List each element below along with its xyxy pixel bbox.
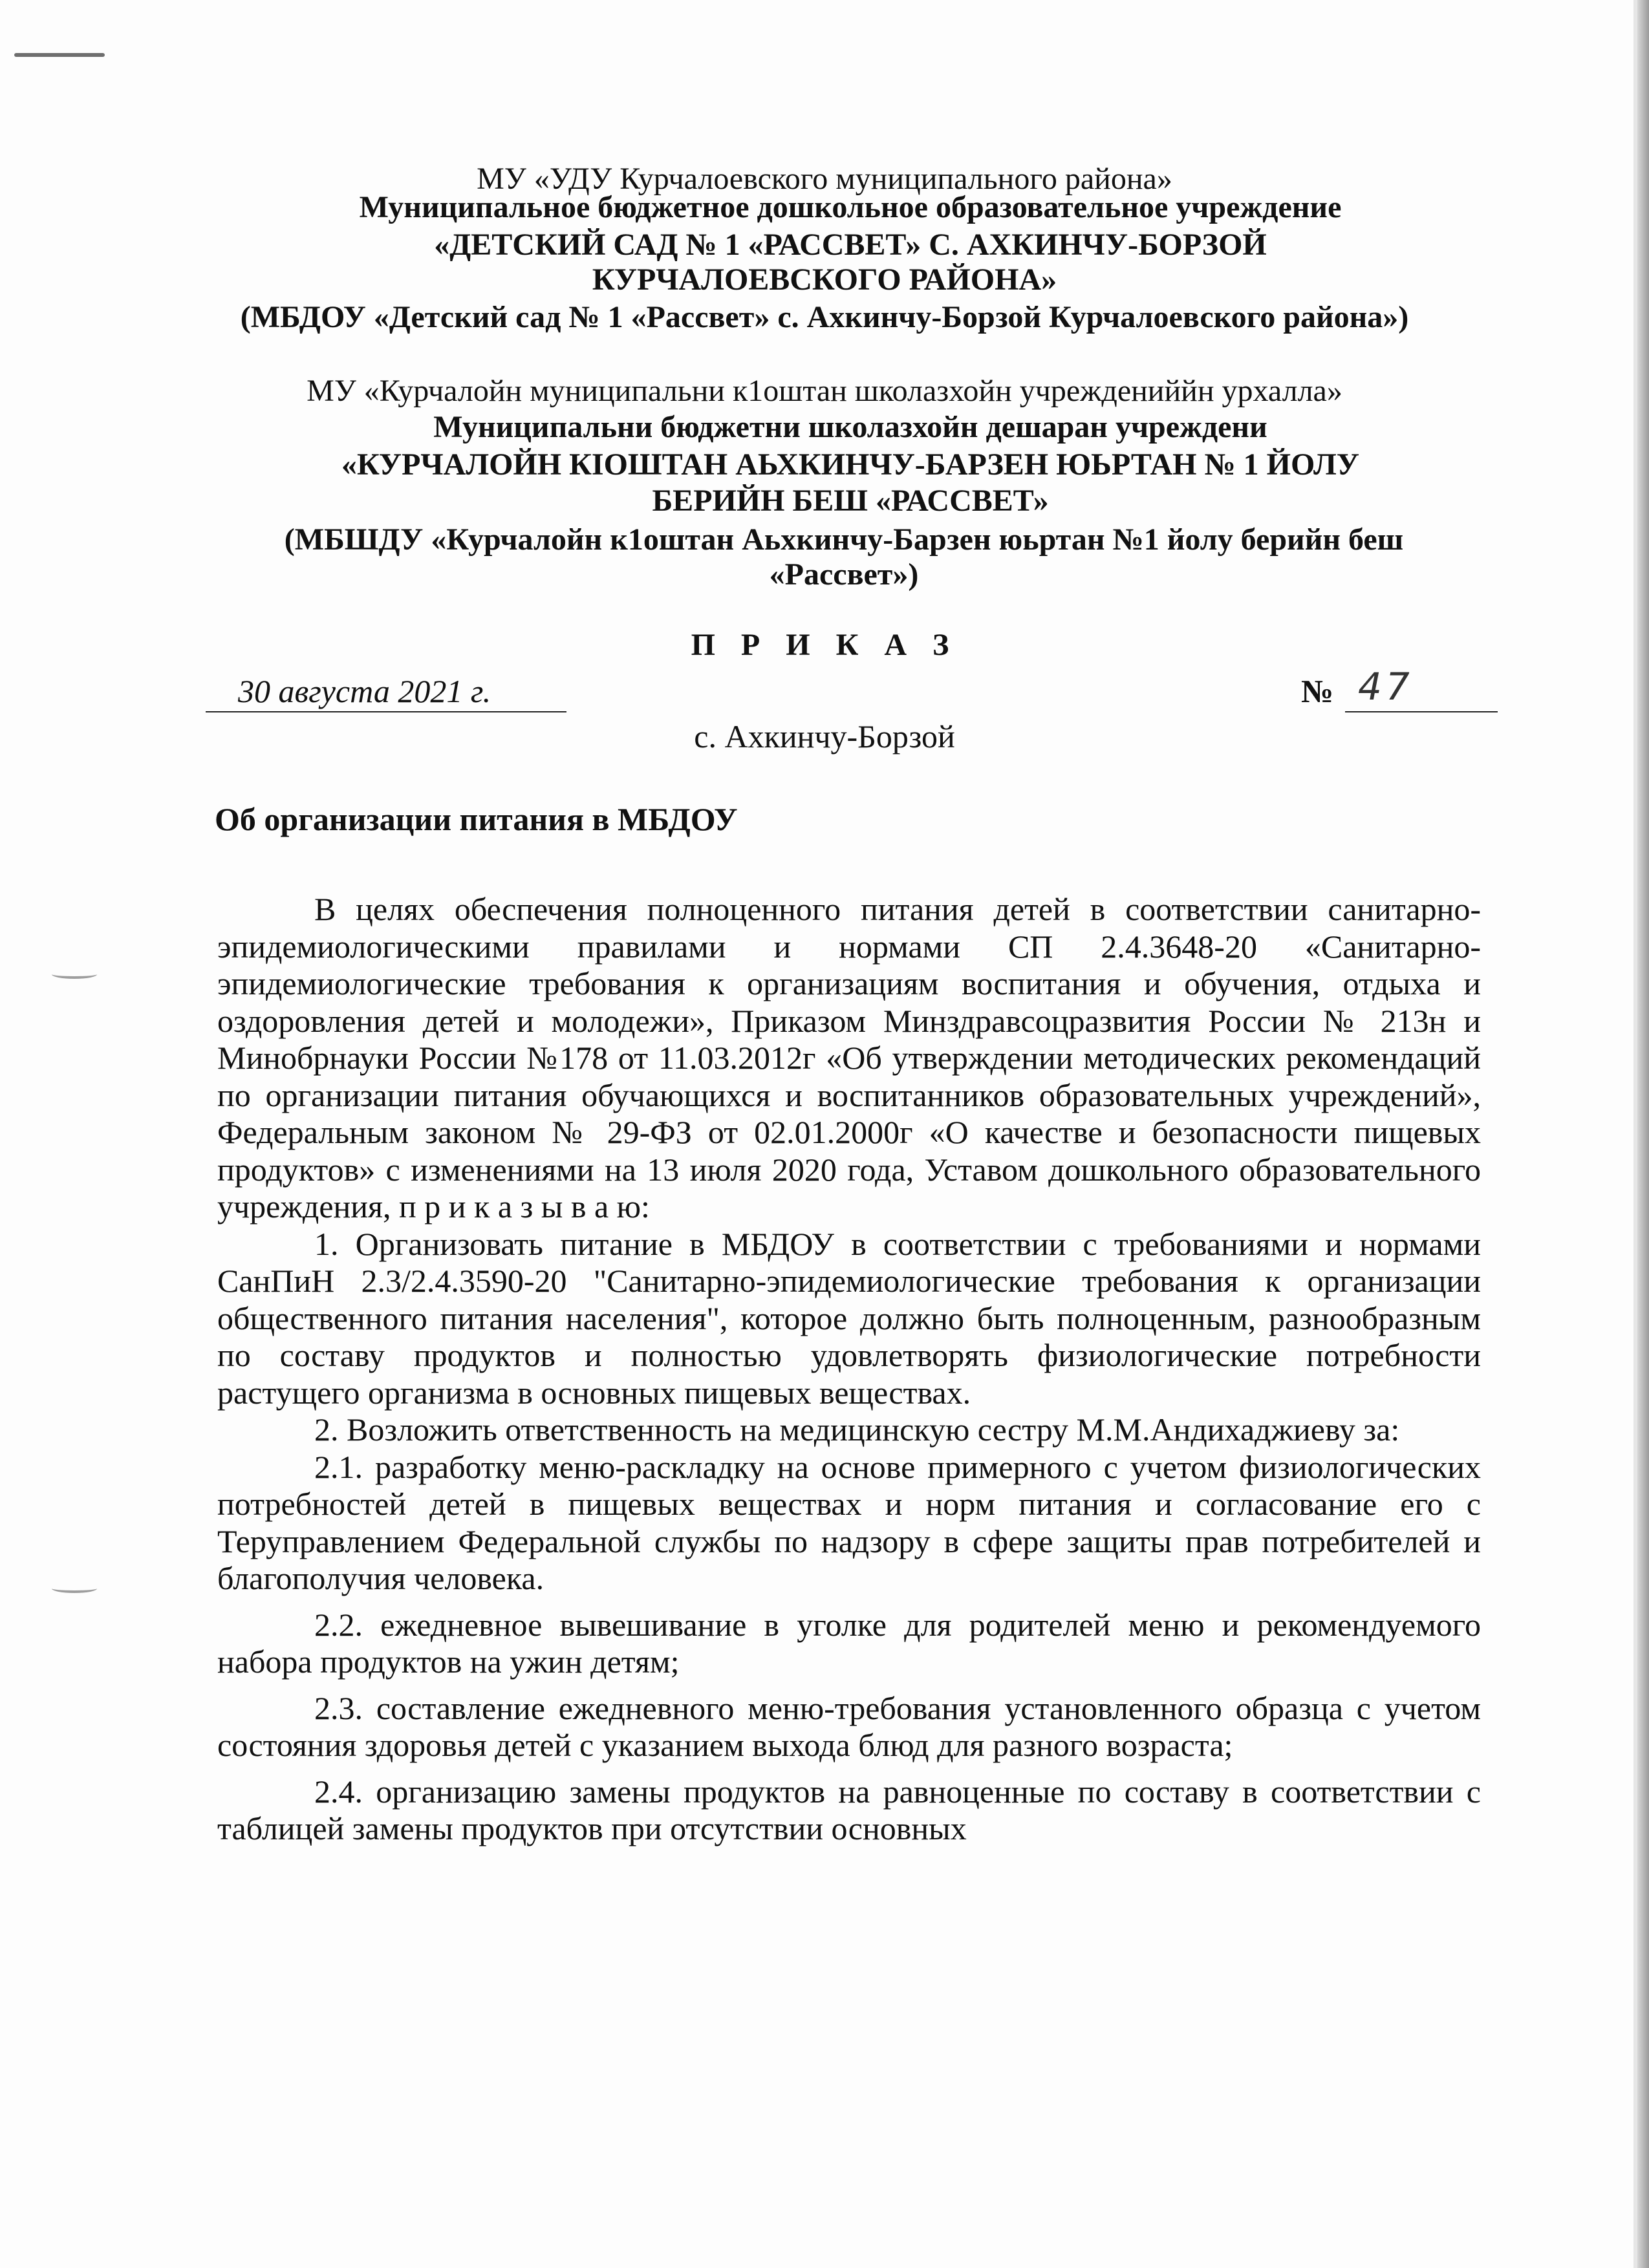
punch-hole-mark bbox=[52, 1584, 97, 1593]
header-ru-line1: МУ «УДУ Курчалоевского муниципального района» bbox=[477, 162, 1172, 196]
order-title: П Р И К А З bbox=[691, 628, 958, 662]
order-number-label: № bbox=[1301, 673, 1334, 709]
header-ce-line4: БЕРИЙН БЕШ «РАССВЕТ» bbox=[652, 484, 1049, 518]
body-paragraph: 2.1. разработку меню-раскладку на основе примерного с учетом физиологических потребностей детей в пищевых веществах и норм питания и согласование его с Теруправлением Федеральной службы по надзору в сфере защиты прав потребителей и благополучия человека. bbox=[217, 1448, 1481, 1596]
order-subject: Об организации питания в МБДОУ bbox=[215, 801, 738, 837]
header-ru-line2: Муниципальное бюджетное дошкольное образовательное учреждение bbox=[359, 190, 1342, 224]
scan-edge bbox=[1637, 0, 1649, 2268]
body-paragraph: 1. Организовать питание в МБДОУ в соответствии с требованиями и нормами СанПиН 2.3/2.4.3590-20 "Санитарно-эпидемиологические требования к организации общественного питания населения", которое должно быть полноценным, разнообразным по составу продуктов и полностью удовлетворять физиологические потребности растущего организма в основных пищевых веществах. bbox=[217, 1225, 1481, 1411]
order-place: с. Ахкинчу-Борзой bbox=[694, 718, 955, 754]
order-date: 30 августа 2021 г. bbox=[238, 673, 491, 709]
header-ru-line5: (МБДОУ «Детский сад № 1 «Рассвет» с. Ахкинчу-Борзой Курчалоевского района») bbox=[240, 300, 1409, 334]
header-ce-line1: МУ «Курчалойн муниципальни к1оштан школазхойн учреждениййн урхалла» bbox=[307, 374, 1342, 408]
body-paragraph: 2.3. составление ежедневного меню-требования установленного образца с учетом состояния здоровья детей с указанием выхода блюд для разного возраста; bbox=[217, 1689, 1481, 1763]
header-ce-line6: «Рассвет») bbox=[769, 557, 919, 592]
header-ru-line3: «ДЕТСКИЙ САД № 1 «РАССВЕТ» С. АХКИНЧУ-БОРЗОЙ bbox=[434, 228, 1267, 262]
order-number-handwritten: 47 bbox=[1358, 665, 1414, 709]
header-ce-line5: (МБШДУ «Курчалойн к1оштан Аьхкинчу-Барзен юьртан №1 йолу берийн беш bbox=[284, 522, 1404, 557]
header-ce-line2: Муниципальни бюджетни школазхойн дешаран учреждени bbox=[433, 410, 1267, 444]
scan-mark bbox=[14, 53, 105, 57]
body-paragraph: 2. Возложить ответственность на медицинскую сестру М.М.Андихаджиеву за: bbox=[314, 1411, 1400, 1448]
header-ce-line3: «КУРЧАЛОЙН КIОШТАН АЬХКИНЧУ-БАРЗЕН ЮЬРТАН № 1 ЙОЛУ bbox=[341, 447, 1359, 482]
body-paragraph: В целях обеспечения полноценного питания детей в соответствии санитарно-эпидемиологическими правилами и нормами СП 2.4.3648-20 «Санитарно-эпидемиологические требования к организациям воспитания и обучения, отдыха и оздоровления детей и молодежи», Приказом Минздравсоцразвития России № 213н и Минобрнауки России №178 от 11.03.2012г «Об утверждении методических рекомендаций по организации питания обучающихся и воспитанников образовательных учреждений», Федеральным законом № 29-ФЗ от 02.01.2000г «О качестве и безопасности пищевых продуктов» с изменениями на 13 июля 2020 года, Уставом дошкольного образовательного учреждения, п р и к а з ы в а ю: bbox=[217, 891, 1481, 1225]
punch-hole-mark bbox=[52, 970, 97, 979]
order-body bbox=[217, 891, 1481, 1848]
body-paragraph: 2.2. ежедневное вывешивание в уголке для родителей меню и рекомендуемого набора продуктов на ужин детям; bbox=[217, 1606, 1481, 1680]
header-ru-line4: КУРЧАЛОЕВСКОГО РАЙОНА» bbox=[592, 262, 1057, 297]
body-paragraph: 2.4. организацию замены продуктов на равноценные по составу в соответствии с таблицей замены продуктов при отсутствии основных bbox=[217, 1773, 1481, 1846]
